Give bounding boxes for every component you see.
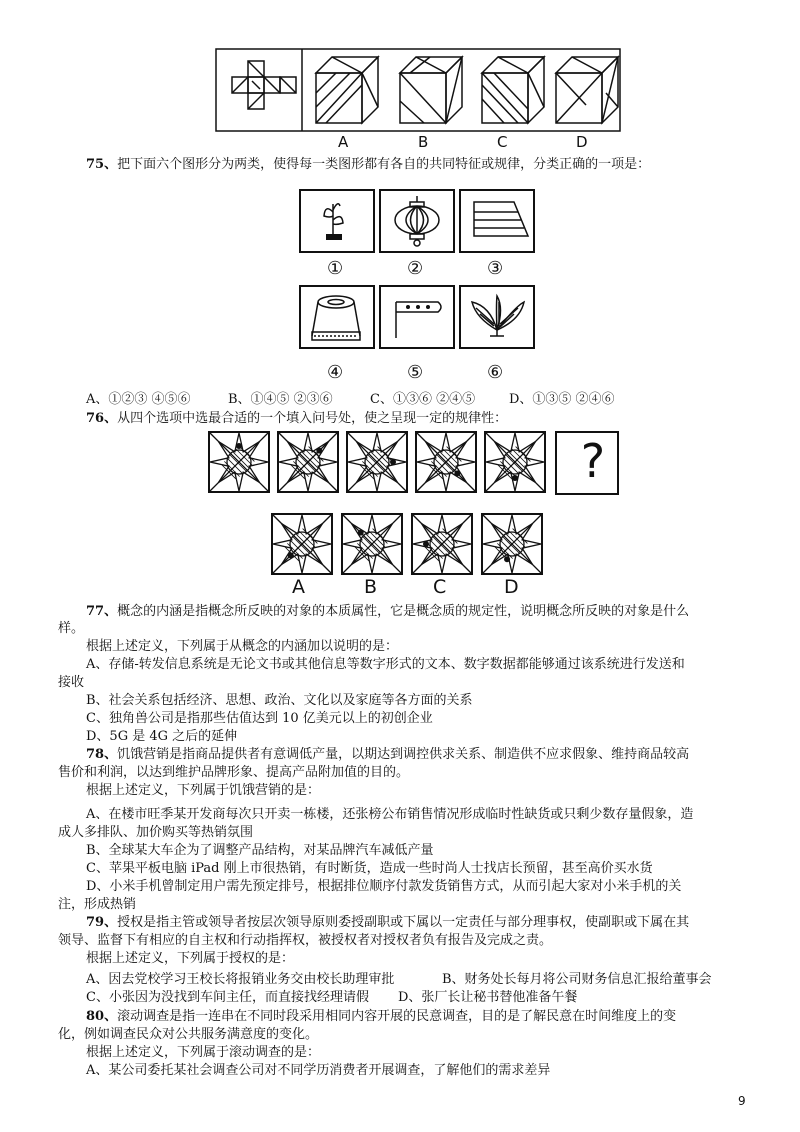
sequence-tile-4 [416, 432, 476, 492]
q76-number: 76、 [86, 411, 118, 426]
q75-figure-label-2: ② [407, 258, 424, 279]
q80-definition-line2: 化，例如调查民众对公共服务满意度的变化。 [58, 1027, 319, 1042]
q75-figure-label-4: ④ [327, 362, 344, 383]
q74-option-b-label[interactable]: B [418, 133, 429, 151]
q74-option-d-label[interactable]: D [576, 133, 588, 151]
q75-option-b[interactable]: B、①④⑤ ②③⑥ [228, 392, 333, 407]
q79-option-d[interactable]: D、张厂长让秘书替他准备午餐 [398, 990, 578, 1005]
q80-definition-text: 滚动调查是指一连串在不同时段采用相同内容开展的民意调查，目的是了解民意在时间维度上的变 [117, 1009, 677, 1024]
flag-figure [396, 302, 441, 338]
q80-definition-line1 [86, 1008, 746, 1026]
q80-question: 根据上述定义，下列属于滚动调查的是： [86, 1045, 321, 1060]
q76-sequence-figures [209, 432, 623, 494]
q77-option-b[interactable]: B、社会关系包括经济、思想、政治、文化以及家庭等各方面的关系 [86, 693, 473, 708]
q79-option-b[interactable]: B、财务处长每月将公司财务信息汇报给董事会 [442, 972, 712, 987]
q75-figure-label-5: ⑤ [407, 362, 424, 383]
cube-option-b [400, 57, 462, 123]
cube-net-figure [232, 61, 296, 109]
plant-figure [324, 204, 343, 240]
cube-option-a [316, 57, 378, 123]
cube-option-d [556, 57, 618, 123]
q77-option-d[interactable]: D、5G 是 4G 之后的延伸 [86, 729, 238, 744]
q75-option-c[interactable]: C、①③⑥ ②④⑤ [370, 392, 476, 407]
q76-stem-text: 从四个选项中选最合适的一个填入问号处，使之呈现一定的规律性： [117, 411, 508, 426]
q77-number: 77、 [86, 604, 118, 619]
q79-definition-line2: 领导、监督下有相应的自主权和行动指挥权，被授权者对授权者负有报告及完成之责。 [58, 933, 553, 948]
q78-option-b[interactable]: B、全球某大车企为了调整产品结构，对某品牌汽车减低产量 [86, 843, 434, 858]
q75-figure-label-6: ⑥ [487, 362, 504, 383]
q78-option-a-line2[interactable]: 成人多排队、加价购买等热销氛围 [58, 825, 254, 840]
sequence-tile-2 [278, 432, 338, 492]
q75-figure-label-1: ① [327, 258, 344, 279]
cube-option-c [482, 57, 544, 123]
q79-definition-line1 [86, 914, 746, 932]
q78-option-a-line1[interactable]: A、在楼市旺季某开发商每次只开卖一栋楼，还张榜公布销售情况形成临时性缺货或只剩少数存量假象，造 [86, 807, 694, 822]
q75-option-d[interactable]: D、①③⑤ ②④⑥ [509, 392, 615, 407]
q77-definition-line2: 样。 [58, 621, 85, 636]
q78-definition-line1 [86, 746, 746, 764]
q78-definition-line2: 售价和利润，以达到维护品牌形象、提高产品附加值的目的。 [58, 765, 410, 780]
q75-figure-label-3: ③ [487, 258, 504, 279]
q75-option-a[interactable]: A、①②③ ④⑤⑥ [86, 392, 191, 407]
option-tile-d [482, 514, 542, 574]
q78-question: 根据上述定义，下列属于饥饿营销的是： [86, 783, 321, 798]
sequence-tile-5 [485, 432, 545, 492]
q77-option-c[interactable]: C、独角兽公司是指那些估值达到 10 亿美元以上的初创企业 [86, 711, 433, 726]
q78-option-c[interactable]: C、苹果平板电脑 iPad 刚上市很热销，有时断货，造成一些时尚人士找店长预留，甚至高价买水货 [86, 861, 653, 876]
q78-number: 78、 [86, 747, 118, 762]
q78-definition-text: 饥饿营销是指商品提供者有意调低产量，以期达到调控供求关系、制造供不应求假象、维持商品较高 [117, 747, 690, 762]
q76-option-a-label[interactable]: A [292, 576, 305, 598]
option-tile-c [412, 514, 472, 574]
stool-figure [312, 296, 360, 340]
q77-question: 根据上述定义，下列属于从概念的内涵加以说明的是： [86, 639, 399, 654]
option-tile-a [272, 514, 332, 574]
q77-definition-line1 [86, 603, 746, 621]
q80-number: 80、 [86, 1009, 118, 1024]
q79-number: 79、 [86, 915, 118, 930]
sequence-tile-3 [347, 432, 407, 492]
trapezoid-figure [474, 202, 528, 236]
q76-option-figures [272, 514, 544, 576]
q77-definition-text: 概念的内涵是指概念所反映的对象的本质属性，它是概念质的规定性，说明概念所反映的对象是什么 [117, 604, 690, 619]
q79-option-a[interactable]: A、因去党校学习王校长将报销业务交由校长助理审批 [86, 972, 395, 987]
sequence-tile-1 [209, 432, 269, 492]
q75-stem-text: 把下面六个图形分为两类，使得每一类图形都有各自的共同特征或规律，分类正确的一项是： [117, 157, 651, 172]
q76-question-mark: ? [580, 434, 606, 488]
q79-option-c[interactable]: C、小张因为没找到车间主任，而直接找经理请假 [86, 990, 369, 1005]
page-number: 9 [738, 1094, 746, 1108]
q77-option-a-line1[interactable]: A、存储-转发信息系统是无论文书或其他信息等数字形式的文本、数字数据都能够通过该系统进行发送和 [86, 657, 685, 672]
q74-option-a-label[interactable]: A [338, 133, 349, 151]
q80-option-a[interactable]: A、某公司委托某社会调查公司对不同学历消费者开展调查，了解他们的需求差异 [86, 1063, 551, 1078]
q78-option-d-line1[interactable]: D、小米手机曾制定用户需先预定排号，根据排位顺序付款发货销售方式，从而引起大家对小米手机的关 [86, 879, 682, 894]
q76-stem [86, 410, 746, 428]
lantern-figure [395, 196, 439, 246]
q76-option-b-label[interactable]: B [364, 576, 378, 598]
q75-number: 75、 [86, 157, 118, 172]
option-tile-b [342, 514, 402, 574]
q75-stem [86, 156, 746, 174]
q74-option-c-label[interactable]: C [497, 133, 508, 151]
q77-option-a-line2[interactable]: 接收 [58, 675, 85, 690]
q79-definition-text: 授权是指主管或领导者按层次领导原则委授副职或下属以一定责任与部分理事权，使副职或下属在其 [117, 915, 690, 930]
fan-leaf-figure [472, 296, 524, 336]
q78-option-d-line2[interactable]: 注，形成热销 [58, 897, 137, 912]
q74-figure-panel [216, 49, 620, 131]
q76-option-d-label[interactable]: D [504, 576, 519, 598]
q76-option-c-label[interactable]: C [433, 576, 447, 598]
q79-question: 根据上述定义，下列属于授权的是： [86, 951, 295, 966]
